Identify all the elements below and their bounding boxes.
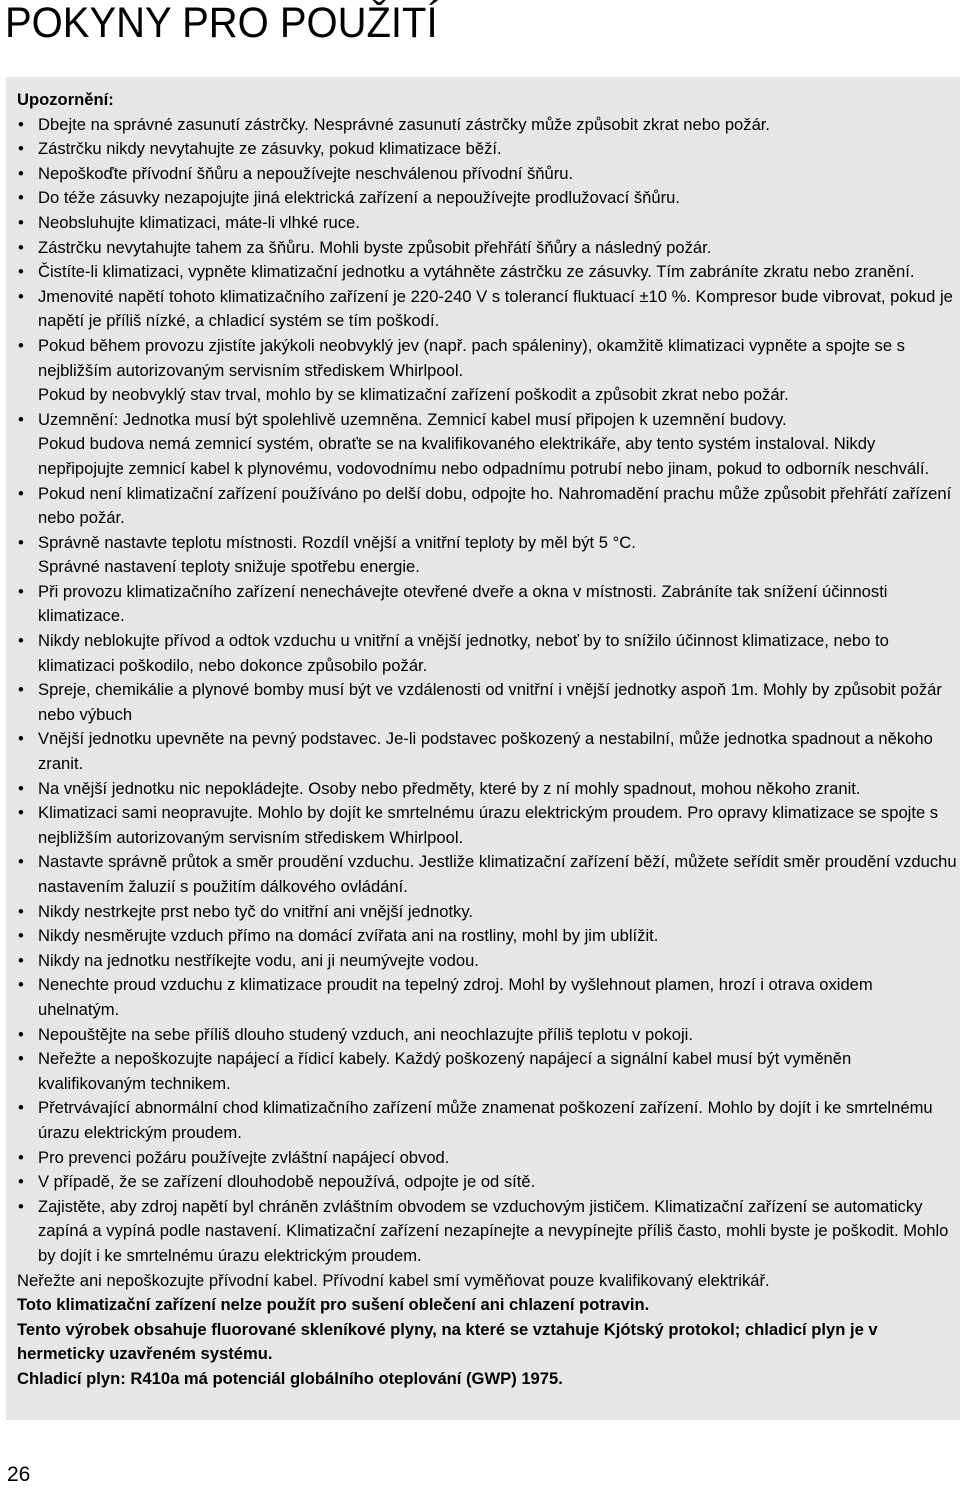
list-item xyxy=(17,211,957,236)
list-item-text: V případě, že se zařízení dlouhodobě nepoužívá, odpojte je od sítě. xyxy=(38,1172,536,1192)
bullet-icon: • xyxy=(18,483,24,503)
list-item-text: Správné nastavení teploty snižuje spotřebu energie. xyxy=(38,557,420,577)
list-item xyxy=(17,727,957,776)
list-item xyxy=(17,900,957,925)
list-item-text: Pokud není klimatizační zařízení používáno po delší dobu, odpojte ho. Nahromadění prachu může způsobit přehřátí zařízení nebo požár. xyxy=(38,483,952,528)
bullet-icon: • xyxy=(18,581,24,601)
list-item-text: Pokud by neobvyklý stav trval, mohlo by se klimatizační zařízení poškodit a způsobit zkrat nebo požár. xyxy=(38,385,789,405)
list-item xyxy=(17,1047,957,1096)
list-item xyxy=(17,334,957,408)
list-item-text: Nepoškoďte přívodní šňůru a nepoužívejte neschválenou přívodní šňůru. xyxy=(38,163,574,183)
bullet-icon: • xyxy=(18,409,24,429)
list-item-text: Nikdy nesměrujte vzduch přímo na domácí zvířata ani na rostliny, mohl by jim ublížit. xyxy=(38,926,659,946)
list-item-text: Pro prevenci požáru používejte zvláštní napájecí obvod. xyxy=(38,1147,450,1167)
list-item xyxy=(17,236,957,261)
bullet-icon: • xyxy=(18,188,24,208)
list-item-text: Zajistěte, aby zdroj napětí byl chráněn zvláštním obvodem se vzduchovým jističem. Klimatizační zařízení se automaticky zapíná a vypíná podle nastavení. Klimatizační zařízení nezapínejte a nevypínejte příliš často, mohli byste je poškodit. Mohlo by dojít i ke smrtelnému úrazu elektrickým proudem. xyxy=(38,1196,949,1265)
list-item-text: Neobsluhujte klimatizaci, máte-li vlhké ruce. xyxy=(38,212,360,232)
bullet-icon: • xyxy=(18,262,24,282)
list-item-text: Pokud budova nemá zemnicí systém, obraťte se na kvalifikovaného elektrikáře, aby tento systém instaloval. Nikdy nepřipojujte zemnicí kabel k plynovému, vodovodnímu nebo odpadnímu potrubí nebo jinam, pokud to odborník neschválí. xyxy=(38,434,930,478)
bullet-icon: • xyxy=(18,532,24,552)
list-item-text: Při provozu klimatizačního zařízení nenechávejte otevřené dveře a okna v místnosti. Zabráníte tak snížení účinnosti klimatizace. xyxy=(38,581,888,626)
bullet-icon: • xyxy=(18,950,24,970)
closing-bold-3: Chladicí plyn: R410a má potenciál globálního oteplování (GWP) 1975. xyxy=(17,1368,563,1388)
bullet-icon: • xyxy=(18,729,24,749)
bullet-icon: • xyxy=(18,901,24,921)
warning-heading: Upozornění: xyxy=(17,90,114,109)
list-item-text: Na vnější jednotku nic nepokládejte. Osoby nebo předměty, které by z ní mohly spadnout, mohou někoho zranit. xyxy=(38,778,861,798)
bullet-icon: • xyxy=(18,1049,24,1069)
list-item xyxy=(17,1096,957,1145)
list-item-text: Nenechte proud vzduchu z klimatizace proudit na tepelný zdroj. Mohl by vyšlehnout plamen, hrozí i otrava oxidem uhelnatým. xyxy=(38,975,873,1019)
list-item-text: Klimatizaci sami neopravujte. Mohlo by dojít ke smrtelnému úrazu elektrickým proudem. Pro opravy klimatizace se spojte s nejbližším autorizovaným servisním střediskem Whirlpool. xyxy=(38,803,939,847)
bullet-icon: • xyxy=(18,631,24,651)
list-item xyxy=(17,1195,957,1269)
list-item-text: Jmenovité napětí tohoto klimatizačního zařízení je 220-240 V s tolerancí fluktuací ±10 %. Kompresor bude vibrovat, pokud je napětí je příliš nízké, a chladicí systém se tím poškodí. xyxy=(38,286,953,331)
bullet-icon: • xyxy=(18,212,24,232)
list-item xyxy=(17,531,957,580)
bullet-icon: • xyxy=(18,803,24,823)
list-item xyxy=(17,162,957,187)
list-item-text: Zástrčku nevytahujte tahem za šňůru. Mohli byste způsobit přehřátí šňůry a následný požár. xyxy=(38,237,712,257)
list-item xyxy=(17,629,957,678)
list-item xyxy=(17,973,957,1022)
list-item-text: Zástrčku nikdy nevytahujte ze zásuvky, pokud klimatizace běží. xyxy=(38,139,502,159)
list-item xyxy=(17,924,957,949)
list-item xyxy=(17,801,957,850)
list-item-text: Uzemnění: Jednotka musí být spolehlivě uzemněna. Zemnicí kabel musí připojen k uzemnění budovy. xyxy=(38,409,787,429)
list-item xyxy=(17,1023,957,1048)
page-number: 26 xyxy=(7,1463,31,1486)
list-item xyxy=(17,482,957,531)
bullet-icon: • xyxy=(18,114,24,134)
list-item xyxy=(17,1170,957,1195)
list-item xyxy=(17,777,957,802)
closing-bold-2: Tento výrobek obsahuje fluorované skleníkové plyny, na které se vztahuje Kjótský protokol; chladicí plyn je v hermeticky uzavřeném systému. xyxy=(17,1319,878,1364)
list-item xyxy=(17,1146,957,1171)
list-item-text: Nastavte správně průtok a směr proudění vzduchu. Jestliže klimatizační zařízení běží, můžete seřídit směr proudění vzduchu nastavením žaluzií s použitím dálkového ovládání. xyxy=(38,852,957,896)
list-item xyxy=(17,408,957,482)
list-item xyxy=(17,137,957,162)
list-item-text: Přetrvávající abnormální chod klimatizačního zařízení může znamenat poškození zařízení. Mohlo by dojít i ke smrtelnému úrazu elektrickým proudem. xyxy=(38,1098,933,1142)
warning-list xyxy=(17,113,957,1269)
list-item-text: Dbejte na správné zasunutí zástrčky. Nesprávné zasunutí zástrčky může způsobit zkrat nebo požár. xyxy=(38,114,771,134)
bullet-icon: • xyxy=(18,975,24,995)
list-item xyxy=(17,580,957,629)
list-item-text: Pokud během provozu zjistíte jakýkoli neobvyklý jev (např. pach spáleniny), okamžitě klimatizaci vypněte a spojte se s nejbližším autorizovaným servisním střediskem Whirlpool. xyxy=(38,335,905,380)
bullet-icon: • xyxy=(18,139,24,159)
list-item xyxy=(17,285,957,334)
bullet-icon: • xyxy=(18,237,24,257)
list-item-text: Čistíte-li klimatizaci, vypněte klimatizační jednotku a vytáhněte zástrčku ze zásuvky. Tím zabráníte zkratu nebo zranění. xyxy=(38,262,915,282)
list-item-text: Vnější jednotku upevněte na pevný podstavec. Je-li podstavec poškozený a nestabilní, může jednotka spadnout a někoho zranit. xyxy=(38,729,933,774)
list-item xyxy=(17,260,957,285)
list-item xyxy=(17,113,957,138)
list-item-text: Nepouštějte na sebe příliš dlouho studený vzduch, ani neochlazujte příliš teplotu v pokoji. xyxy=(38,1024,693,1044)
list-item xyxy=(17,186,957,211)
bullet-icon: • xyxy=(18,680,24,700)
bullet-icon: • xyxy=(18,926,24,946)
list-item-text: Spreje, chemikálie a plynové bomby musí být ve vzdálenosti od vnitřní i vnější jednotky aspoň 1m. Mohly by způsobit požár nebo výbuch xyxy=(38,680,942,724)
bullet-icon: • xyxy=(18,1147,24,1167)
closing-bold-1: Toto klimatizační zařízení nelze použít pro sušení oblečení ani chlazení potravin. xyxy=(17,1295,650,1315)
list-item-text: Nikdy na jednotku nestříkejte vodu, ani ji neumývejte vodou. xyxy=(38,950,479,970)
list-item xyxy=(17,850,957,899)
list-item-text: Nikdy nestrkejte prst nebo tyč do vnitřní ani vnější jednotky. xyxy=(38,901,474,921)
list-item-text: Do téže zásuvky nezapojujte jiná elektrická zařízení a nepoužívejte prodlužovací šňůru. xyxy=(38,188,680,208)
warning-content xyxy=(17,88,957,1391)
bullet-icon: • xyxy=(18,852,24,872)
list-item-text: Správně nastavte teplotu místnosti. Rozdíl vnější a vnitřní teploty by měl být 5 °C. xyxy=(38,532,636,552)
bullet-icon: • xyxy=(18,1196,24,1216)
list-item xyxy=(17,949,957,974)
bullet-icon: • xyxy=(18,1172,24,1192)
bullet-icon: • xyxy=(18,778,24,798)
bullet-icon: • xyxy=(18,286,24,306)
bullet-icon: • xyxy=(18,335,24,355)
closing-note: Neřežte ani nepoškozujte přívodní kabel. Přívodní kabel smí vyměňovat pouze kvalifikovaný elektrikář. xyxy=(17,1270,770,1290)
list-item-text: Nikdy neblokujte přívod a odtok vzduchu u vnitřní a vnější jednotky, neboť by to snížilo účinnost klimatizace, nebo to klimatizaci poškodilo, nebo dokonce způsobilo požár. xyxy=(38,631,889,675)
bullet-icon: • xyxy=(18,1098,24,1118)
bullet-icon: • xyxy=(18,163,24,183)
bullet-icon: • xyxy=(18,1024,24,1044)
page-title: POKYNY PRO POUŽITÍ xyxy=(5,0,438,47)
list-item-text: Neřežte a nepoškozujte napájecí a řídicí kabely. Každý poškozený napájecí a signální kabel musí být vyměněn kvalifikovaným technikem. xyxy=(38,1049,852,1093)
list-item xyxy=(17,678,957,727)
